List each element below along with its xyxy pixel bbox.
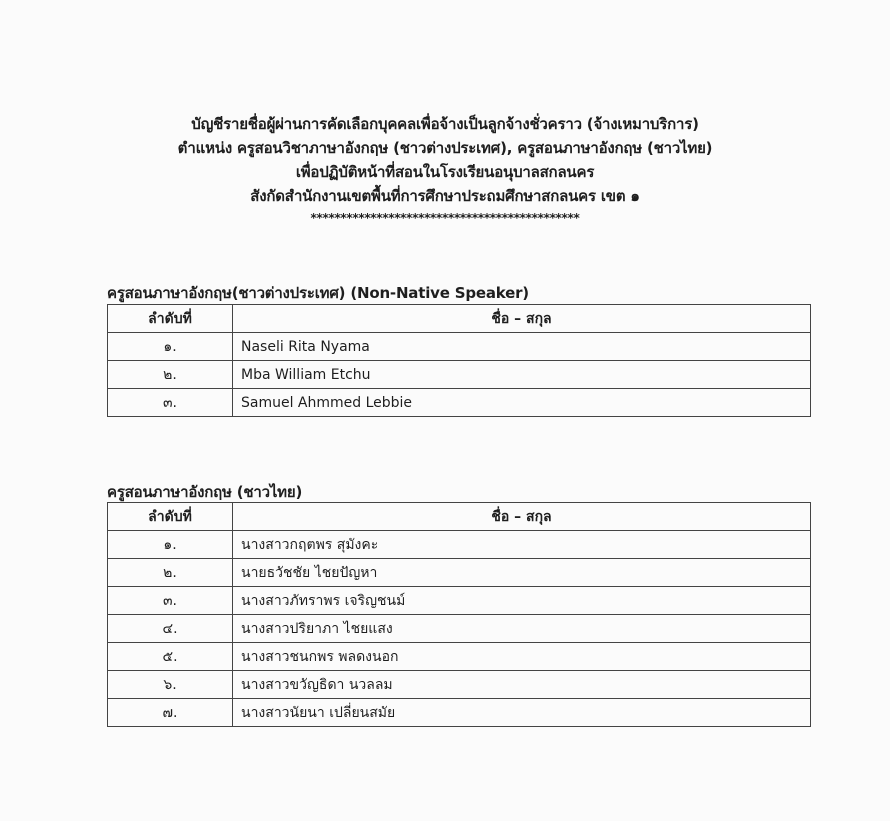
heading-line-1: บัญชีรายชื่อผู้ผ่านการคัดเลือกบุคคลเพื่อจ้างเป็นลูกจ้างชั่วคราว (จ้างเหมาบริการ) <box>191 115 699 133</box>
row-number: ๓. <box>108 389 233 417</box>
row-name: นางสาวชนกพร พลดงนอก <box>233 643 811 671</box>
table-non-native <box>107 304 811 417</box>
section-title-thai: ครูสอนภาษาอังกฤษ (ชาวไทย) <box>107 483 303 501</box>
table-row <box>108 333 811 361</box>
table-row <box>108 389 811 417</box>
row-name: Samuel Ahmmed Lebbie <box>233 389 811 417</box>
row-name: นางสาวขวัญธิดา นวลลม <box>233 671 811 699</box>
table-row <box>108 559 811 587</box>
column-header-name: ชื่อ – สกุล <box>233 503 811 531</box>
row-number: ๔. <box>108 615 233 643</box>
table-header-row <box>108 503 811 531</box>
heading-line-2: ตำแหน่ง ครูสอนวิชาภาษาอังกฤษ (ชาวต่างประเทศ), ครูสอนภาษาอังกฤษ (ชาวไทย) <box>177 139 713 157</box>
row-name: Mba William Etchu <box>233 361 811 389</box>
table-row <box>108 361 811 389</box>
row-name: นางสาวปริยาภา ไชยแสง <box>233 615 811 643</box>
table-row <box>108 531 811 559</box>
table-header-row <box>108 305 811 333</box>
table-row <box>108 615 811 643</box>
row-number: ๒. <box>108 361 233 389</box>
heading-line-4: สังกัดสำนักงานเขตพื้นที่การศึกษาประถมศึกษาสกลนคร เขต ๑ <box>250 187 640 205</box>
row-number: ๒. <box>108 559 233 587</box>
column-header-name: ชื่อ – สกุล <box>233 305 811 333</box>
table-thai <box>107 502 811 727</box>
row-name: นางสาวนัยนา เปลี่ยนสมัย <box>233 699 811 727</box>
column-header-number: ลำดับที่ <box>108 305 233 333</box>
row-name: นางสาวกฤตพร สุมังคะ <box>233 531 811 559</box>
row-name: Naseli Rita Nyama <box>233 333 811 361</box>
heading-line-3: เพื่อปฏิบัติหน้าที่สอนในโรงเรียนอนุบาลสกลนคร <box>295 163 595 181</box>
row-number: ๖. <box>108 671 233 699</box>
row-number: ๑. <box>108 531 233 559</box>
row-number: ๗. <box>108 699 233 727</box>
row-number: ๓. <box>108 587 233 615</box>
section-title-non-native: ครูสอนภาษาอังกฤษ(ชาวต่างประเทศ) (Non-Native Speaker) <box>107 284 529 302</box>
column-header-number: ลำดับที่ <box>108 503 233 531</box>
table-row <box>108 699 811 727</box>
row-number: ๑. <box>108 333 233 361</box>
table-row <box>108 671 811 699</box>
table-row <box>108 643 811 671</box>
row-number: ๕. <box>108 643 233 671</box>
heading-separator: ********************************************* <box>310 211 580 225</box>
row-name: นายธวัชชัย ไชยปัญหา <box>233 559 811 587</box>
row-name: นางสาวภัทราพร เจริญชนม์ <box>233 587 811 615</box>
table-row <box>108 587 811 615</box>
document-header <box>0 112 890 226</box>
